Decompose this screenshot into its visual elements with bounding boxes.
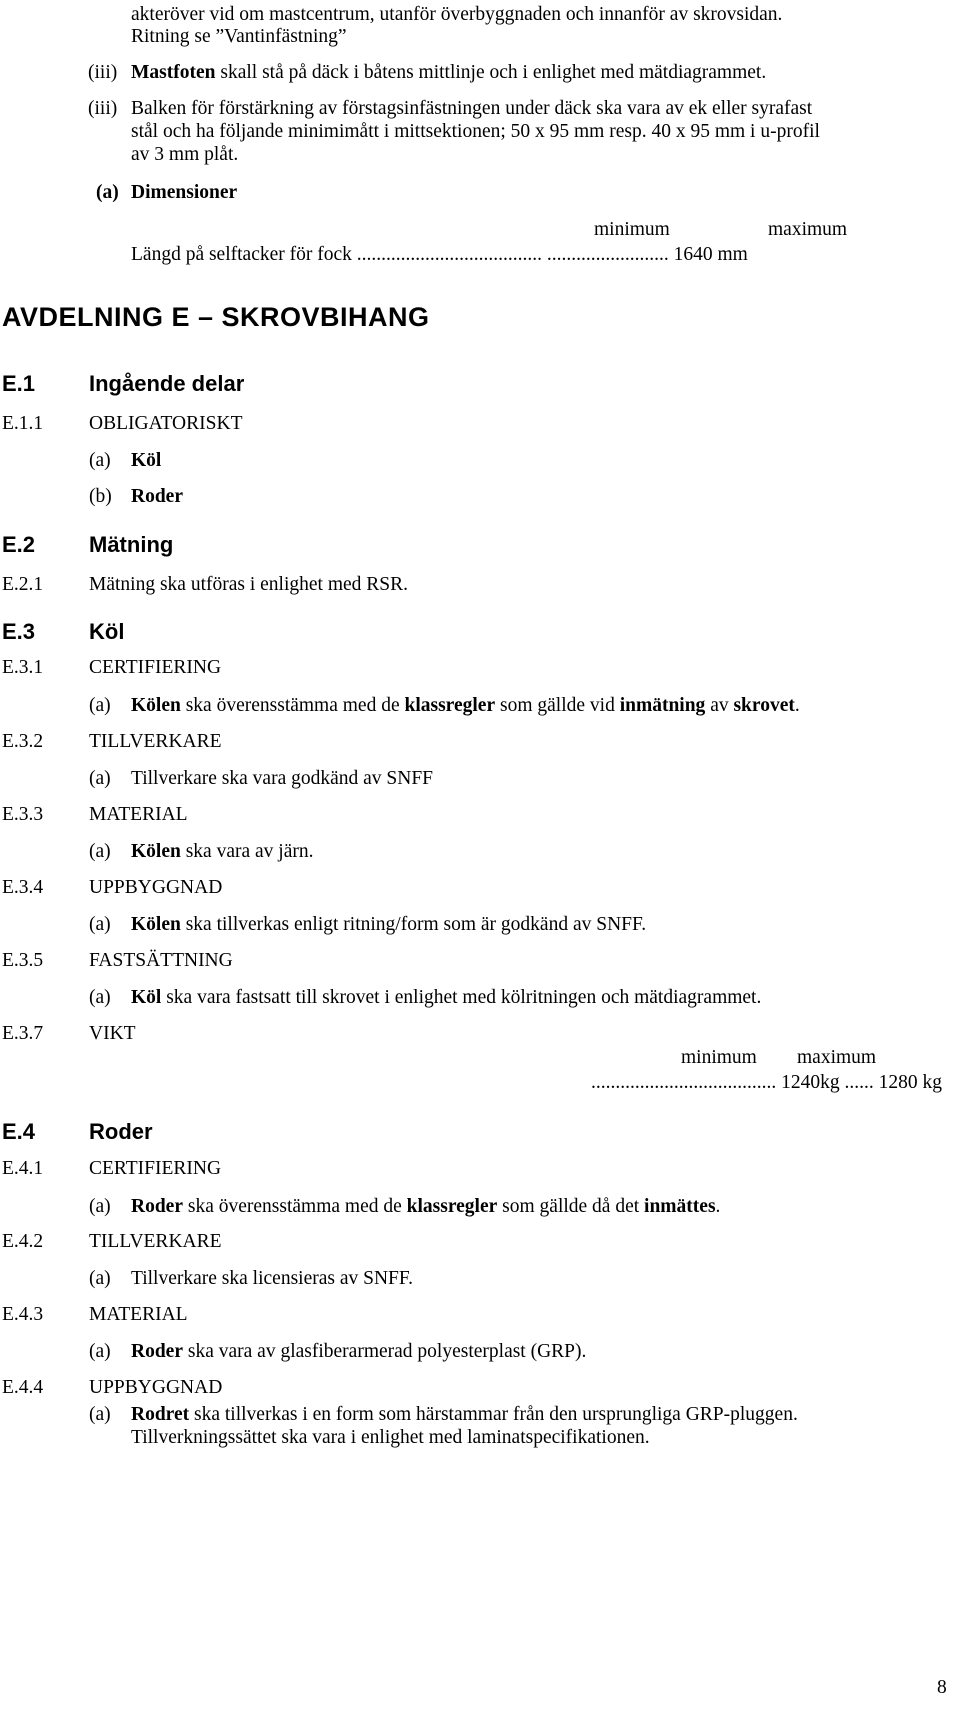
roder-tillverkare-text: Tillverkare ska licensieras av SNFF.: [131, 1268, 414, 1289]
subsection-number: E.1.1: [2, 413, 44, 434]
intro-line-1: akteröver vid om mastcentrum, utanför överbyggnaden och innanför av skrovsidan.: [131, 4, 783, 25]
list-label: (a): [89, 841, 111, 862]
list-label: (a): [89, 1404, 111, 1425]
list-label: (a): [89, 987, 111, 1008]
list-label: (a): [89, 768, 111, 789]
subsection-number: E.3.7: [2, 1023, 44, 1044]
heading-number: E.4: [2, 1119, 36, 1144]
weight-minimum-header: minimum: [681, 1047, 757, 1068]
balken-line-1: Balken för förstärkning av förstagsinfästningen under däck ska vara av ek eller syrafast: [131, 98, 813, 119]
list-label: (a): [89, 450, 111, 471]
heading-title: Ingående delar: [89, 371, 245, 396]
uppbyggnad-text: Kölen ska tillverkas enligt ritning/form som är godkänd av SNFF.: [131, 914, 647, 935]
item-number: (iii): [88, 62, 118, 83]
balken-line-3: av 3 mm plåt.: [131, 144, 239, 165]
subsection-number: E.3.3: [2, 804, 44, 825]
subsection-title: FASTSÄTTNING: [89, 950, 233, 971]
section-title: AVDELNING E – SKROVBIHANG: [2, 302, 430, 332]
subsection-title: UPPBYGGNAD: [89, 1377, 223, 1398]
weight-maximum-header: maximum: [797, 1047, 877, 1068]
list-label: (a): [89, 914, 111, 935]
subsection-number: E.4.1: [2, 1158, 44, 1179]
list-label: (a): [89, 1196, 111, 1217]
heading-number: E.2: [2, 532, 36, 557]
subsection-number: E.2.1: [2, 574, 44, 595]
heading-title: Mätning: [89, 532, 174, 557]
list-label: (a): [89, 1341, 111, 1362]
roder-certifiering-text: Roder ska överensstämma med de klassregler som gällde då det inmättes.: [131, 1196, 721, 1217]
column-minimum-header: minimum: [594, 219, 670, 240]
certifiering-text: Kölen ska överensstämma med de klassregler som gällde vid inmätning av skrovet.: [131, 695, 800, 716]
page-number: 8: [937, 1677, 947, 1698]
heading-number: E.3: [2, 619, 36, 644]
subsection-number: E.3.4: [2, 877, 44, 898]
material-text: Kölen ska vara av järn.: [131, 841, 314, 862]
subsection-title: MATERIAL: [89, 1304, 188, 1325]
subsection-number: E.4.2: [2, 1231, 44, 1252]
subsection-title: UPPBYGGNAD: [89, 877, 223, 898]
subsection-number: E.3.5: [2, 950, 44, 971]
item-number: (iii): [88, 98, 118, 119]
mastfoten-paragraph: Mastfoten skall stå på däck i båtens mittlinje och i enlighet med mätdiagrammet.: [131, 62, 767, 83]
subsection-title: TILLVERKARE: [89, 1231, 222, 1252]
subsection-number: E.3.1: [2, 657, 44, 678]
dimension-title: Dimensioner: [131, 182, 238, 203]
list-label: (b): [89, 486, 112, 507]
list-label: (a): [89, 695, 111, 716]
weight-row: ...................................... 1240kg ...... 1280 kg: [591, 1072, 942, 1093]
subsection-title: OBLIGATORISKT: [89, 413, 243, 434]
dimension-row: Längd på selftacker för fock ...................................... ......................... 1640 mm: [131, 244, 748, 265]
tillverkare-text: Tillverkare ska vara godkänd av SNFF: [131, 768, 434, 789]
bold-term: Mastfoten: [131, 62, 216, 83]
subsection-number: E.4.3: [2, 1304, 44, 1325]
fastsattning-text: Köl ska vara fastsatt till skrovet i enlighet med kölritningen och mätdiagrammet.: [131, 987, 762, 1008]
subsection-number: E.4.4: [2, 1377, 44, 1398]
column-maximum-header: maximum: [768, 219, 848, 240]
roder-uppbyggnad-line-2: Tillverkningssättet ska vara i enlighet med laminatspecifikationen.: [131, 1427, 650, 1448]
heading-title: Köl: [89, 619, 125, 644]
intro-line-2: Ritning se ”Vantinfästning”: [131, 26, 347, 47]
list-label: (a): [89, 1268, 111, 1289]
list-item-kol: Köl: [131, 450, 162, 471]
subsection-number: E.3.2: [2, 731, 44, 752]
balken-line-2: stål och ha följande minimimått i mittsektionen; 50 x 95 mm resp. 40 x 95 mm i u-profil: [131, 121, 820, 142]
subsection-title: CERTIFIERING: [89, 1158, 222, 1179]
subsection-title: MATERIAL: [89, 804, 188, 825]
dimension-label: (a): [96, 182, 119, 203]
subsection-title: VIKT: [89, 1023, 136, 1044]
heading-number: E.1: [2, 371, 36, 396]
subsection-text: Mätning ska utföras i enlighet med RSR.: [89, 574, 409, 595]
list-item-roder: Roder: [131, 486, 183, 507]
subsection-title: TILLVERKARE: [89, 731, 222, 752]
heading-title: Roder: [89, 1119, 153, 1144]
roder-uppbyggnad-text: Rodret ska tillverkas i en form som härstammar från den ursprungliga GRP-pluggen.: [131, 1404, 798, 1425]
roder-material-text: Roder ska vara av glasfiberarmerad polyesterplast (GRP).: [131, 1341, 587, 1362]
subsection-title: CERTIFIERING: [89, 657, 222, 678]
